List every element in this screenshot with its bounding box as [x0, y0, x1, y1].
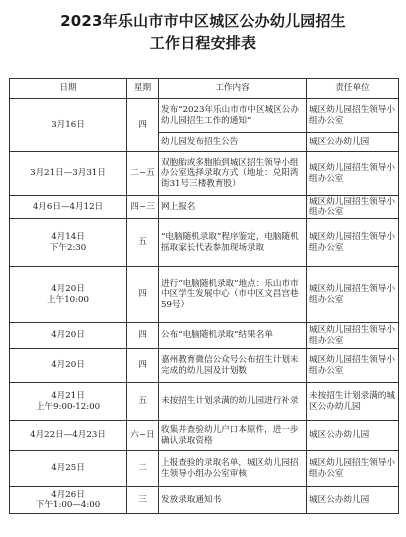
schedule-table: [9, 78, 399, 514]
content-cell: 上报查验的录取名单，城区幼儿园招生领导小组办公室审核: [159, 451, 307, 487]
header-content: 工作内容: [159, 79, 307, 99]
weekday-cell: 二: [127, 451, 159, 487]
unit-cell: 城区幼儿园招生领导小组办公室: [307, 99, 399, 133]
unit-cell: 城区幼儿园招生领导小组办公室: [307, 323, 399, 349]
weekday-cell: 四: [127, 349, 159, 383]
date-cell: 4月25日: [10, 451, 127, 487]
title-line-1: 2023年乐山市市中区城区公办幼儿园招生: [60, 12, 346, 30]
content-cell: 进行“电脑随机录取”地点：乐山市市中区学生发展中心（市中区文昌宫巷59号）: [159, 267, 307, 323]
weekday-cell: 二~五: [127, 152, 159, 196]
unit-cell: 城区公办幼儿园: [307, 133, 399, 152]
date-cell: 3月21日—3月31日: [10, 152, 127, 196]
time-line: 下午2:30: [49, 242, 87, 253]
unit-cell: 城区幼儿园招生领导小组办公室: [307, 196, 399, 219]
document-title: [0, 10, 406, 54]
weekday-cell: 四: [127, 267, 159, 323]
table-row: [10, 99, 399, 133]
weekday-cell: 五: [127, 383, 159, 421]
weekday-cell: 六~日: [127, 421, 159, 451]
content-cell: 收集并查验幼儿户口本原件，进一步确认录取资格: [159, 421, 307, 451]
content-cell: 嘉州教育微信公众号公布招生计划未完成的幼儿园及计划数: [159, 349, 307, 383]
time-line: 上午10:00: [47, 294, 89, 305]
table-row: [10, 152, 399, 196]
date-cell: 4月22日—4月23日: [10, 421, 127, 451]
weekday-cell: 五: [127, 219, 159, 267]
unit-cell: 城区幼儿园招生领导小组办公室: [307, 451, 399, 487]
header-weekday: 星期: [127, 79, 159, 99]
date-cell: [10, 383, 127, 421]
unit-cell: 城区幼儿园招生领导小组办公室: [307, 219, 399, 267]
header-unit: 责任单位: [307, 79, 399, 99]
unit-cell: 城区公办幼儿园: [307, 421, 399, 451]
table-row: [10, 349, 399, 383]
weekday-cell: 四: [127, 99, 159, 152]
date-cell: 3月16日: [10, 99, 127, 152]
content-cell: 网上报名: [159, 196, 307, 219]
header-date: 日期: [10, 79, 127, 99]
unit-cell: 城区幼儿园招生领导小组办公室: [307, 349, 399, 383]
content-cell: 发布“2023年乐山市市中区城区公办幼儿园招生工作的通知”: [159, 99, 307, 133]
unit-cell: 城区公办幼儿园: [307, 487, 399, 514]
weekday-cell: 四: [127, 323, 159, 349]
weekday-cell: 四~三: [127, 196, 159, 219]
table-row: [10, 219, 399, 267]
table-header-row: [10, 79, 399, 99]
content-cell: 发放录取通知书: [159, 487, 307, 514]
table-row: [10, 267, 399, 323]
content-cell: 公布“电脑随机录取”结果名单: [159, 323, 307, 349]
date-cell: 4月6日—4月12日: [10, 196, 127, 219]
date-cell: 4月20日: [10, 323, 127, 349]
date-cell: [10, 487, 127, 514]
table-row: [10, 451, 399, 487]
unit-cell: 城区幼儿园招生领导小组办公室: [307, 152, 399, 196]
weekday-cell: 三: [127, 487, 159, 514]
date-line: 4月21日: [51, 391, 85, 401]
table-row: [10, 383, 399, 421]
date-line: 4月26日: [51, 489, 85, 500]
date-cell: [10, 267, 127, 323]
time-line: 下午1:00—4:00: [35, 500, 101, 510]
unit-cell: 城区幼儿园招生领导小组办公室: [307, 267, 399, 323]
content-cell: 双胞胎或多胞胎到城区招生领导小组办公室选择录取方式（地址：兑阳湾街31号三楼教育股）: [159, 152, 307, 196]
table-row: [10, 323, 399, 349]
time-line: 上午9:00-12:00: [35, 401, 101, 412]
unit-cell: 未按招生计划录满的城区公办幼儿园: [307, 383, 399, 421]
date-cell: [10, 219, 127, 267]
table-row: [10, 196, 399, 219]
title-line-2: 工作日程安排表: [149, 34, 257, 52]
date-cell: 4月20日: [10, 349, 127, 383]
content-cell: “电脑随机录取”程序鉴定，电脑随机摇取家长代表参加现场录取: [159, 219, 307, 267]
content-cell: 未按招生计划录满的幼儿园进行补录: [159, 383, 307, 421]
date-line: 4月14日: [51, 232, 85, 242]
content-cell: 幼儿园发布招生公告: [159, 133, 307, 152]
table-row: [10, 487, 399, 514]
table-row: [10, 421, 399, 451]
date-line: 4月20日: [51, 284, 85, 294]
